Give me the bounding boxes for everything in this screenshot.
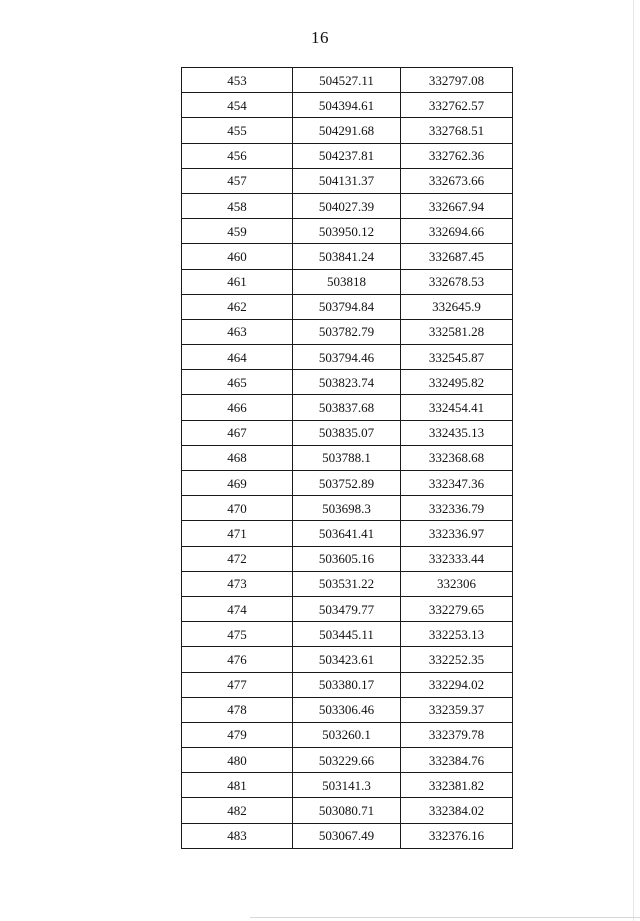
point-number-cell: 470 — [182, 496, 293, 521]
table-row — [182, 521, 513, 546]
y-coordinate-cell: 332381.82 — [401, 773, 513, 798]
x-coordinate-cell: 503479.77 — [293, 596, 401, 621]
table-row — [182, 647, 513, 672]
table-row — [182, 471, 513, 496]
y-coordinate-cell: 332762.57 — [401, 93, 513, 118]
x-coordinate-cell: 503641.41 — [293, 521, 401, 546]
y-coordinate-cell: 332336.79 — [401, 496, 513, 521]
y-coordinate-cell: 332306 — [401, 571, 513, 596]
y-coordinate-cell: 332294.02 — [401, 672, 513, 697]
table-row — [182, 445, 513, 470]
x-coordinate-cell: 504027.39 — [293, 193, 401, 218]
y-coordinate-cell: 332762.36 — [401, 143, 513, 168]
x-coordinate-cell: 503698.3 — [293, 496, 401, 521]
table-row — [182, 697, 513, 722]
x-coordinate-cell: 503841.24 — [293, 244, 401, 269]
point-number-cell: 461 — [182, 269, 293, 294]
y-coordinate-cell: 332368.68 — [401, 445, 513, 470]
y-coordinate-cell: 332545.87 — [401, 345, 513, 370]
point-number-cell: 481 — [182, 773, 293, 798]
x-coordinate-cell: 503531.22 — [293, 571, 401, 596]
x-coordinate-cell: 503823.74 — [293, 370, 401, 395]
point-number-cell: 472 — [182, 546, 293, 571]
y-coordinate-cell: 332687.45 — [401, 244, 513, 269]
table-row — [182, 269, 513, 294]
y-coordinate-cell: 332454.41 — [401, 395, 513, 420]
point-number-cell: 454 — [182, 93, 293, 118]
y-coordinate-cell: 332347.36 — [401, 471, 513, 496]
coordinates-table — [181, 67, 513, 849]
x-coordinate-cell: 503605.16 — [293, 546, 401, 571]
point-number-cell: 462 — [182, 294, 293, 319]
x-coordinate-cell: 503788.1 — [293, 445, 401, 470]
point-number-cell: 453 — [182, 68, 293, 93]
table-row — [182, 596, 513, 621]
table-row — [182, 345, 513, 370]
point-number-cell: 467 — [182, 420, 293, 445]
x-coordinate-cell: 504394.61 — [293, 93, 401, 118]
x-coordinate-cell: 503794.84 — [293, 294, 401, 319]
point-number-cell: 479 — [182, 722, 293, 747]
y-coordinate-cell: 332673.66 — [401, 168, 513, 193]
point-number-cell: 464 — [182, 345, 293, 370]
point-number-cell: 456 — [182, 143, 293, 168]
point-number-cell: 457 — [182, 168, 293, 193]
x-coordinate-cell: 503445.11 — [293, 622, 401, 647]
point-number-cell: 483 — [182, 823, 293, 848]
x-coordinate-cell: 503835.07 — [293, 420, 401, 445]
point-number-cell: 480 — [182, 748, 293, 773]
x-coordinate-cell: 503950.12 — [293, 219, 401, 244]
table-row — [182, 118, 513, 143]
table-row — [182, 395, 513, 420]
table-row — [182, 496, 513, 521]
x-coordinate-cell: 504131.37 — [293, 168, 401, 193]
table-row — [182, 571, 513, 596]
table-row — [182, 143, 513, 168]
y-coordinate-cell: 332495.82 — [401, 370, 513, 395]
y-coordinate-cell: 332581.28 — [401, 319, 513, 344]
y-coordinate-cell: 332645.9 — [401, 294, 513, 319]
point-number-cell: 477 — [182, 672, 293, 697]
table-row — [182, 773, 513, 798]
table-row — [182, 319, 513, 344]
x-coordinate-cell: 503837.68 — [293, 395, 401, 420]
point-number-cell: 478 — [182, 697, 293, 722]
y-coordinate-cell: 332384.76 — [401, 748, 513, 773]
x-coordinate-cell: 503752.89 — [293, 471, 401, 496]
point-number-cell: 465 — [182, 370, 293, 395]
y-coordinate-cell: 332359.37 — [401, 697, 513, 722]
x-coordinate-cell: 503782.79 — [293, 319, 401, 344]
y-coordinate-cell: 332667.94 — [401, 193, 513, 218]
table-row — [182, 168, 513, 193]
table-row — [182, 244, 513, 269]
table-row — [182, 370, 513, 395]
y-coordinate-cell: 332768.51 — [401, 118, 513, 143]
table-row — [182, 622, 513, 647]
point-number-cell: 455 — [182, 118, 293, 143]
y-coordinate-cell: 332694.66 — [401, 219, 513, 244]
point-number-cell: 458 — [182, 193, 293, 218]
x-coordinate-cell: 503141.3 — [293, 773, 401, 798]
x-coordinate-cell: 504527.11 — [293, 68, 401, 93]
table-row — [182, 193, 513, 218]
scan-edge-shadow — [633, 0, 634, 921]
point-number-cell: 475 — [182, 622, 293, 647]
table-row — [182, 748, 513, 773]
x-coordinate-cell: 503794.46 — [293, 345, 401, 370]
table-row — [182, 219, 513, 244]
point-number-cell: 466 — [182, 395, 293, 420]
point-number-cell: 474 — [182, 596, 293, 621]
x-coordinate-cell: 503380.17 — [293, 672, 401, 697]
x-coordinate-cell: 503818 — [293, 269, 401, 294]
point-number-cell: 471 — [182, 521, 293, 546]
table-row — [182, 93, 513, 118]
x-coordinate-cell: 503067.49 — [293, 823, 401, 848]
y-coordinate-cell: 332435.13 — [401, 420, 513, 445]
x-coordinate-cell: 503423.61 — [293, 647, 401, 672]
point-number-cell: 473 — [182, 571, 293, 596]
y-coordinate-cell: 332797.08 — [401, 68, 513, 93]
table-row — [182, 672, 513, 697]
table-row — [182, 722, 513, 747]
y-coordinate-cell: 332379.78 — [401, 722, 513, 747]
table-row — [182, 798, 513, 823]
point-number-cell: 463 — [182, 319, 293, 344]
point-number-cell: 476 — [182, 647, 293, 672]
x-coordinate-cell: 504291.68 — [293, 118, 401, 143]
x-coordinate-cell: 504237.81 — [293, 143, 401, 168]
y-coordinate-cell: 332376.16 — [401, 823, 513, 848]
point-number-cell: 459 — [182, 219, 293, 244]
coordinates-table-body — [182, 68, 513, 849]
table-row — [182, 546, 513, 571]
y-coordinate-cell: 332333.44 — [401, 546, 513, 571]
table-row — [182, 294, 513, 319]
x-coordinate-cell: 503306.46 — [293, 697, 401, 722]
y-coordinate-cell: 332253.13 — [401, 622, 513, 647]
x-coordinate-cell: 503260.1 — [293, 722, 401, 747]
table-row — [182, 420, 513, 445]
point-number-cell: 482 — [182, 798, 293, 823]
y-coordinate-cell: 332279.65 — [401, 596, 513, 621]
y-coordinate-cell: 332252.35 — [401, 647, 513, 672]
x-coordinate-cell: 503229.66 — [293, 748, 401, 773]
x-coordinate-cell: 503080.71 — [293, 798, 401, 823]
scan-bottom-shadow — [250, 917, 640, 918]
table-row — [182, 68, 513, 93]
page-number: 16 — [311, 28, 329, 47]
table-row — [182, 823, 513, 848]
point-number-cell: 469 — [182, 471, 293, 496]
y-coordinate-cell: 332384.02 — [401, 798, 513, 823]
point-number-cell: 460 — [182, 244, 293, 269]
point-number-cell: 468 — [182, 445, 293, 470]
y-coordinate-cell: 332336.97 — [401, 521, 513, 546]
y-coordinate-cell: 332678.53 — [401, 269, 513, 294]
